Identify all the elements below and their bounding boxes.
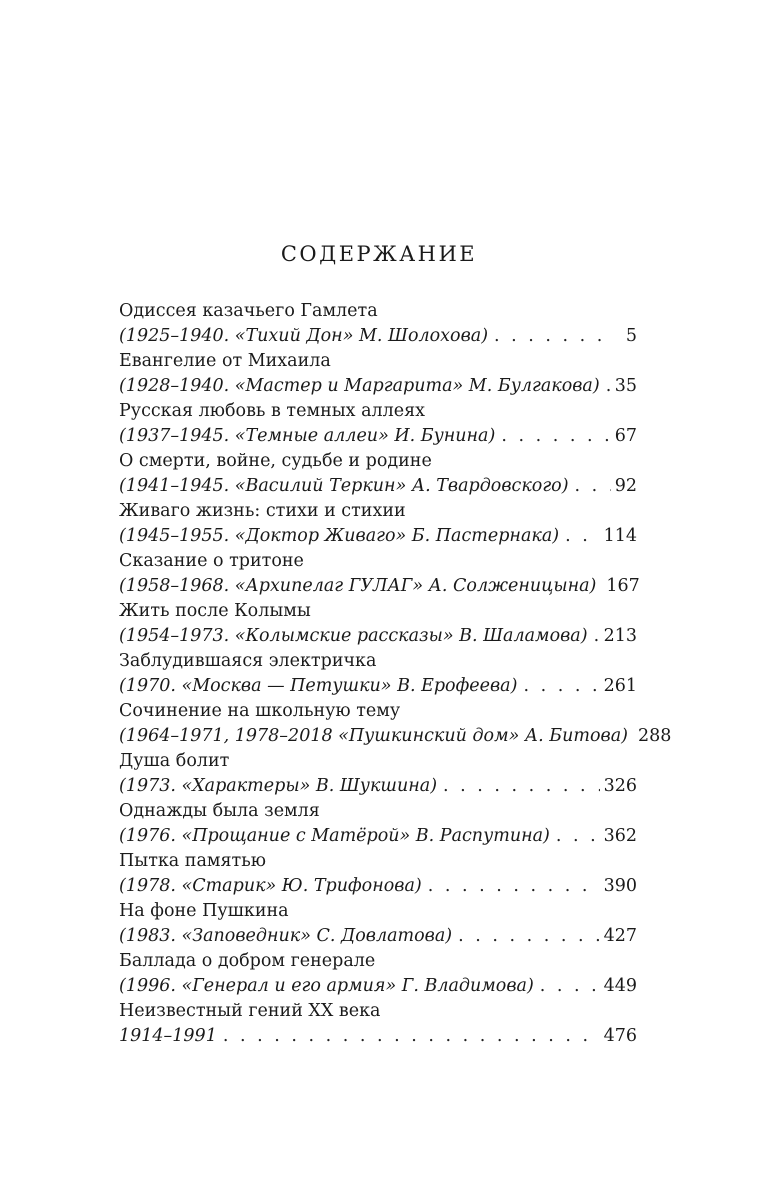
dot-leader (575, 473, 611, 499)
toc-entry (119, 699, 672, 749)
dot-leader (443, 773, 600, 799)
dot-leader (458, 923, 599, 949)
toc-entry-subtitle: (1958–1968. «Архипелаг ГУЛАГ» А. Солженицына) (119, 576, 597, 596)
toc-entry (119, 649, 637, 699)
toc-entry-subtitle: (1925–1940. «Тихий Дон» М. Шолохова) (119, 326, 489, 346)
toc-entry-subtitle: (1978. «Старик» Ю. Трифонова) (119, 876, 422, 896)
toc-entry-title: Жить после Колымы (119, 601, 311, 621)
dot-leader (494, 323, 613, 349)
dot-leader (565, 523, 599, 549)
toc-entry-subtitle: (1996. «Генерал и его армия» Г. Владимова) (119, 976, 534, 996)
toc-entry-subtitle: (1973. «Характеры» В. Шукшина) (119, 776, 438, 796)
toc-entry-subtitle-line (119, 773, 637, 799)
dot-leader (556, 823, 600, 849)
toc-entry (119, 399, 637, 449)
toc-entry-subtitle: 1914–1991 (119, 1026, 217, 1046)
toc-entry-title: Баллада о добром генерале (119, 951, 376, 971)
toc-entry-title: Евангелие от Михаила (119, 351, 331, 371)
toc-entry-page: 213 (603, 626, 637, 646)
toc-entry-subtitle-line (119, 473, 637, 499)
toc-list (119, 299, 672, 1049)
toc-entry-subtitle-line (119, 423, 637, 449)
toc-entry-subtitle: (1976. «Прощание с Матёрой» В. Распутина) (119, 826, 550, 846)
toc-entry-page: 476 (603, 1026, 637, 1046)
toc-entry (119, 899, 637, 949)
toc-entry-title: Сочинение на школьную тему (119, 701, 401, 721)
dot-leader (606, 373, 611, 399)
toc-entry-subtitle-line (119, 823, 637, 849)
toc-entry-title: Заблудившаяся электричка (119, 651, 377, 671)
toc-entry-page: 288 (637, 726, 672, 746)
toc-entry (119, 499, 637, 549)
toc-entry-title: Одиссея казачьего Гамлета (119, 301, 378, 321)
toc-entry-subtitle: (1937–1945. «Темные аллеи» И. Бунина) (119, 426, 496, 446)
page-title: СОДЕРЖАНИЕ (280, 242, 478, 266)
toc-entry-subtitle: (1928–1940. «Мастер и Маргарита» М. Булгакова) (119, 376, 600, 396)
toc-entry-subtitle: (1970. «Москва — Петушки» В. Ерофеева) (119, 676, 518, 696)
toc-entry-subtitle-line (119, 723, 672, 749)
toc-entry (119, 799, 637, 849)
toc-entry-subtitle-line (119, 873, 637, 899)
toc-entry-page: 449 (603, 976, 637, 996)
toc-entry-page: 114 (603, 526, 637, 546)
toc-entry-page: 362 (603, 826, 637, 846)
dot-leader (428, 873, 600, 899)
toc-entry-page: 167 (606, 576, 640, 596)
toc-entry (119, 549, 640, 599)
toc-entry-title: Душа болит (119, 751, 230, 771)
toc-entry-subtitle-line (119, 523, 637, 549)
toc-entry-subtitle: (1983. «Заповедник» С. Довлатова) (119, 926, 453, 946)
toc-entry-title: Неизвестный гений XX века (119, 1001, 381, 1021)
dot-leader (594, 623, 600, 649)
toc-entry-subtitle-line (119, 373, 637, 399)
toc-entry-subtitle: (1964–1971, 1978–2018 «Пушкинский дом» А. Битова) (119, 726, 628, 746)
toc-entry (119, 349, 637, 399)
toc-entry (119, 599, 637, 649)
toc-entry-subtitle: (1941–1945. «Василий Теркин» А. Твардовского) (119, 476, 569, 496)
toc-entry-title: О смерти, войне, судьбе и родине (119, 451, 432, 471)
toc-entry-subtitle-line (119, 923, 637, 949)
toc-entry-title: Сказание о тритоне (119, 551, 304, 571)
toc-entry (119, 949, 637, 999)
toc-entry-title: Русская любовь в темных аллеях (119, 401, 426, 421)
toc-entry-subtitle-line (119, 573, 640, 599)
toc-entry (119, 299, 637, 349)
toc-entry-subtitle: (1954–1973. «Колымские рассказы» В. Шаламова) (119, 626, 588, 646)
toc-entry-subtitle-line (119, 973, 637, 999)
toc-entry-subtitle-line (119, 1023, 637, 1049)
dot-leader (223, 1023, 600, 1049)
toc-entry-page: 5 (625, 326, 637, 346)
toc-entry-title: Живаго жизнь: стихи и стихии (119, 501, 406, 521)
toc-entry-title: Однажды была земля (119, 801, 320, 821)
toc-entry-subtitle-line (119, 323, 637, 349)
toc-entry-page: 261 (603, 676, 637, 696)
toc-entry (119, 849, 637, 899)
toc-entry-page: 427 (603, 926, 637, 946)
toc-entry-title: На фоне Пушкина (119, 901, 289, 921)
toc-entry-subtitle-line (119, 623, 637, 649)
toc-entry-subtitle: (1945–1955. «Доктор Живаго» Б. Пастернака) (119, 526, 560, 546)
dot-leader (540, 973, 600, 999)
toc-entry-title: Пытка памятью (119, 851, 266, 871)
toc-entry (119, 749, 637, 799)
toc-entry-page: 67 (614, 426, 637, 446)
toc-entry-page: 92 (614, 476, 637, 496)
dot-leader (523, 673, 599, 699)
dot-leader (501, 423, 610, 449)
toc-entry (119, 449, 637, 499)
toc-entry-page: 35 (614, 376, 637, 396)
toc-entry-page: 326 (603, 776, 637, 796)
toc-entry-page: 390 (603, 876, 637, 896)
toc-entry (119, 999, 637, 1049)
toc-entry-subtitle-line (119, 673, 637, 699)
